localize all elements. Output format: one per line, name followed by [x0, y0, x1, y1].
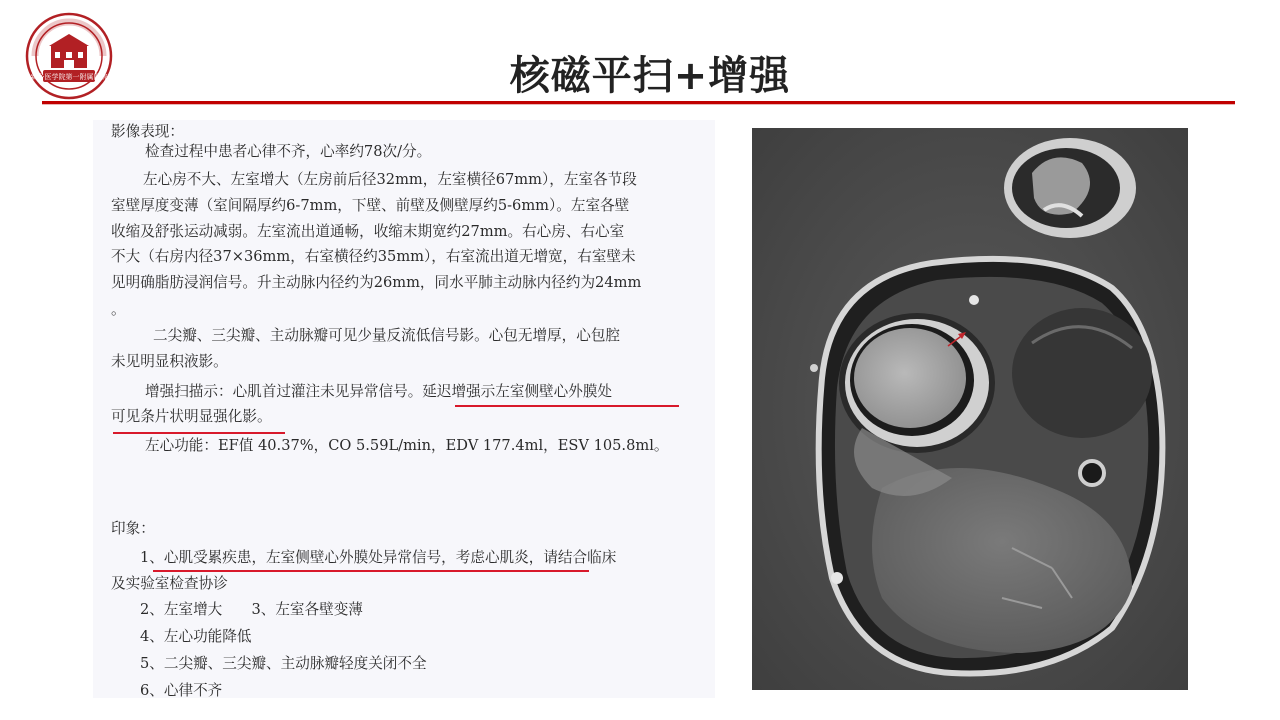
cardiac-mri-image	[752, 128, 1188, 690]
impression-line-3: 2、左室增大 3、左室各壁变薄	[140, 601, 363, 618]
report-line-2: 左心房不大、左室增大（左房前后径32mm，左室横径67mm），左室各节段	[143, 171, 637, 188]
report-line-9: 未见明显积液影。	[111, 353, 228, 370]
report-line-12: 左心功能：EF值 40.37%，CO 5.59L/min，EDV 177.4ml，ESV 105.8ml。	[145, 437, 669, 454]
impression-line-2: 及实验室检查协诊	[111, 575, 228, 592]
impression-line-1: 1、心肌受累疾患，左室侧壁心外膜处异常信号，考虑心肌炎，请结合临床	[140, 549, 617, 566]
highlight-underline-2	[113, 432, 285, 434]
impression-line-5: 5、二尖瓣、三尖瓣、主动脉瓣轻度关闭不全	[140, 655, 427, 672]
report-document	[93, 120, 715, 698]
report-line-7: 。	[111, 301, 126, 318]
highlight-underline-1	[455, 405, 679, 407]
title-divider-shadow	[42, 104, 1235, 105]
findings-heading: 影像表现：	[111, 123, 184, 140]
impression-line-4: 4、左心功能降低	[140, 628, 252, 645]
impression-heading: 印象：	[111, 520, 155, 537]
logo-name-text: 新乡医学院第一附属医院	[30, 73, 108, 81]
report-line-10: 增强扫描示：心肌首过灌注未见异常信号。延迟增强示左室侧壁心外膜处	[145, 383, 613, 400]
report-line-3: 室壁厚度变薄（室间隔厚约6-7mm，下壁、前壁及侧壁厚约5-6mm）。左室各壁	[111, 197, 630, 214]
slide-title: 核磁平扫+增强	[509, 53, 791, 99]
impression-line-6: 6、心律不齐	[140, 682, 223, 698]
highlight-underline-3	[153, 570, 589, 572]
report-line-11: 可见条片状明显强化影。	[111, 408, 272, 425]
report-line-1: 检查过程中患者心律不齐，心率约78次/分。	[145, 143, 432, 160]
report-line-4: 收缩及舒张运动减弱。左室流出道通畅，收缩末期宽约27mm。右心房、右心室	[111, 223, 625, 240]
report-line-5: 不大（右房内径37×36mm，右室横径约35mm），右室流出道无增宽，右室壁未	[111, 248, 636, 265]
report-line-6: 见明确脂肪浸润信号。升主动脉内径约为26mm，同水平肺主动脉内径约为24mm	[111, 274, 642, 291]
report-line-8: 二尖瓣、三尖瓣、主动脉瓣可见少量反流低信号影。心包无增厚，心包腔	[153, 327, 621, 344]
cardiac-mri-short-axis-icon	[752, 128, 1188, 690]
